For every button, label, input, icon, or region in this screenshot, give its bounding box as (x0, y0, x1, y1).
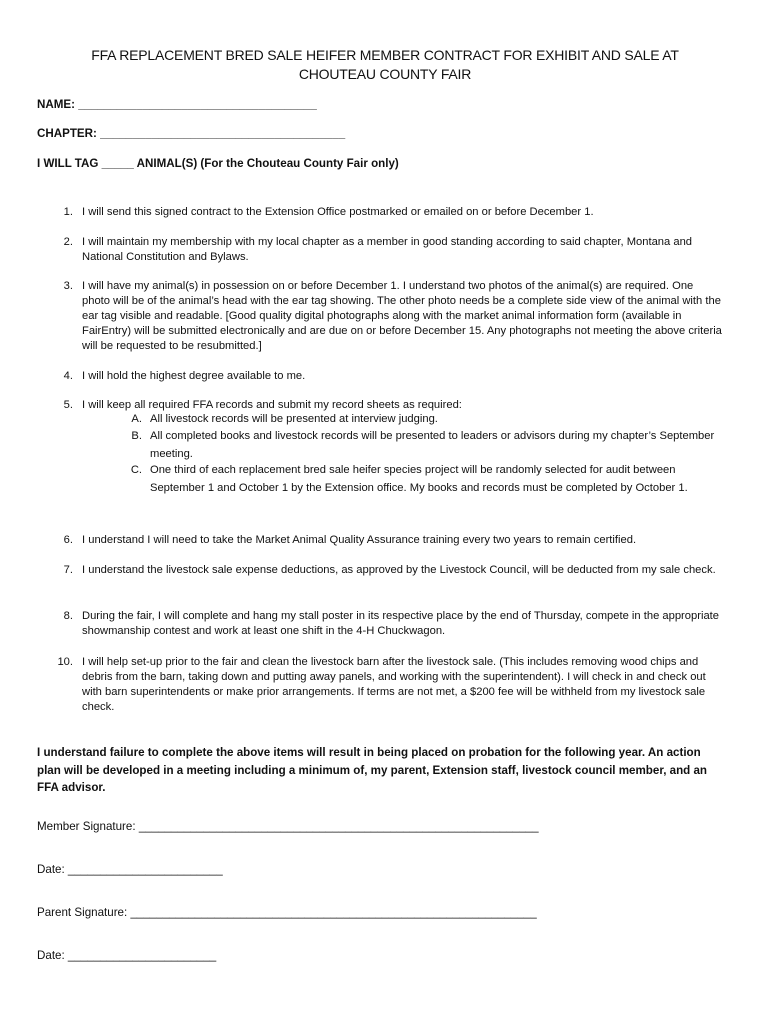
name-field: NAME: _____________________________________ (37, 98, 317, 111)
item-number: 3. (63, 280, 73, 292)
parent-signature-line: Parent Signature: _______________________________________________________________ (37, 906, 537, 919)
member-signature-line: Member Signature: ______________________________________________________________ (37, 820, 539, 833)
sub-item-letter: A. (131, 413, 142, 425)
sub-item-letter: B. (131, 430, 142, 442)
item-number: 7. (63, 564, 73, 576)
tag-count-field: I WILL TAG _____ ANIMAL(S) (For the Chouteau County Fair only) (37, 157, 399, 170)
sub-item-text: All livestock records will be presented at interview judging. (150, 413, 438, 425)
list-item (57, 655, 722, 715)
parent-date-line: Date: _______________________ (37, 949, 217, 962)
sub-item (131, 411, 730, 429)
list-item (63, 609, 722, 639)
item-number: 2. (63, 236, 73, 248)
sub-item (131, 428, 730, 463)
item-text: I will keep all required FFA records and submit my record sheets as required: (82, 399, 462, 411)
list-item (63, 369, 722, 384)
chapter-field: CHAPTER: ______________________________________ (37, 127, 346, 140)
item-text: I will help set-up prior to the fair and clean the livestock barn after the livestock sale. (This includes removing wood chips and debris from the barn, taking down and putting away panels, and working with the superintendent). I will check in and check out with barn superintendents or make prior arrangements. If terms are not met, a $200 fee will be withheld from my livestock sale check. (82, 656, 706, 713)
sub-item-text: One third of each replacement bred sale heifer species project will be randomly selected for audit between September 1 and October 1 by the Extension office. My books and records must be completed by October 1. (150, 464, 688, 494)
title-line-2: CHOUTEAU COUNTY FAIR (298, 66, 472, 82)
sub-item-text: All completed books and livestock records will be presented to leaders or advisors during my chapter’s September meeting. (150, 430, 715, 460)
item-text: I will have my animal(s) in possession on or before December 1. I understand two photos of the animal(s) are required. One photo will be of the animal’s head with the ear tag showing. The other photo needs be a complete side view of the animal with the ear tag visible and readable. [Good quality digital photographs along with the market animal information form (available in FairEntry) will be submitted electronically and are due on or before December 15. Any photographs not meeting the above criteria will be requested to be resubmitted.] (82, 280, 722, 352)
list-item (63, 205, 722, 220)
item-text: During the fair, I will complete and hang my stall poster in its respective place by the end of Thursday, compete in the appropriate showmanship contest and work at least one shift in the 4-H Chuckwagon. (82, 610, 719, 637)
sub-item-letter: C. (130, 464, 142, 476)
item-number: 1. (63, 206, 73, 218)
item-number: 6. (63, 534, 73, 546)
sub-item (130, 462, 730, 497)
item-text: I understand the livestock sale expense deductions, as approved by the Livestock Council, will be deducted from my sale check. (82, 564, 716, 576)
item-number: 10. (57, 656, 73, 668)
item-text: I will maintain my membership with my local chapter as a member in good standing according to said chapter, Montana and National Constitution and Bylaws. (82, 236, 693, 263)
item-number: 8. (63, 610, 73, 622)
list-item (63, 279, 722, 354)
document-title (40, 46, 730, 84)
item-text: I understand I will need to take the Market Animal Quality Assurance training every two years to remain certified. (82, 534, 637, 546)
item-text: I will hold the highest degree available to me. (82, 370, 306, 382)
item-text: I will send this signed contract to the Extension Office postmarked or emailed on or before December 1. (82, 206, 594, 218)
item-number: 5. (63, 399, 73, 411)
member-date-line: Date: ________________________ (37, 863, 223, 876)
list-item (63, 563, 722, 578)
item-number: 4. (63, 370, 73, 382)
list-item (63, 235, 722, 265)
title-line-1: FFA REPLACEMENT BRED SALE HEIFER MEMBER CONTRACT FOR EXHIBIT AND SALE AT (91, 47, 679, 63)
probation-statement: I understand failure to complete the above items will result in being placed on probation for the following year. An action plan will be developed in a meeting including a minimum of, my parent, Extension staff, livestock council member, and an FFA advisor. (37, 746, 708, 794)
list-item (63, 533, 722, 548)
